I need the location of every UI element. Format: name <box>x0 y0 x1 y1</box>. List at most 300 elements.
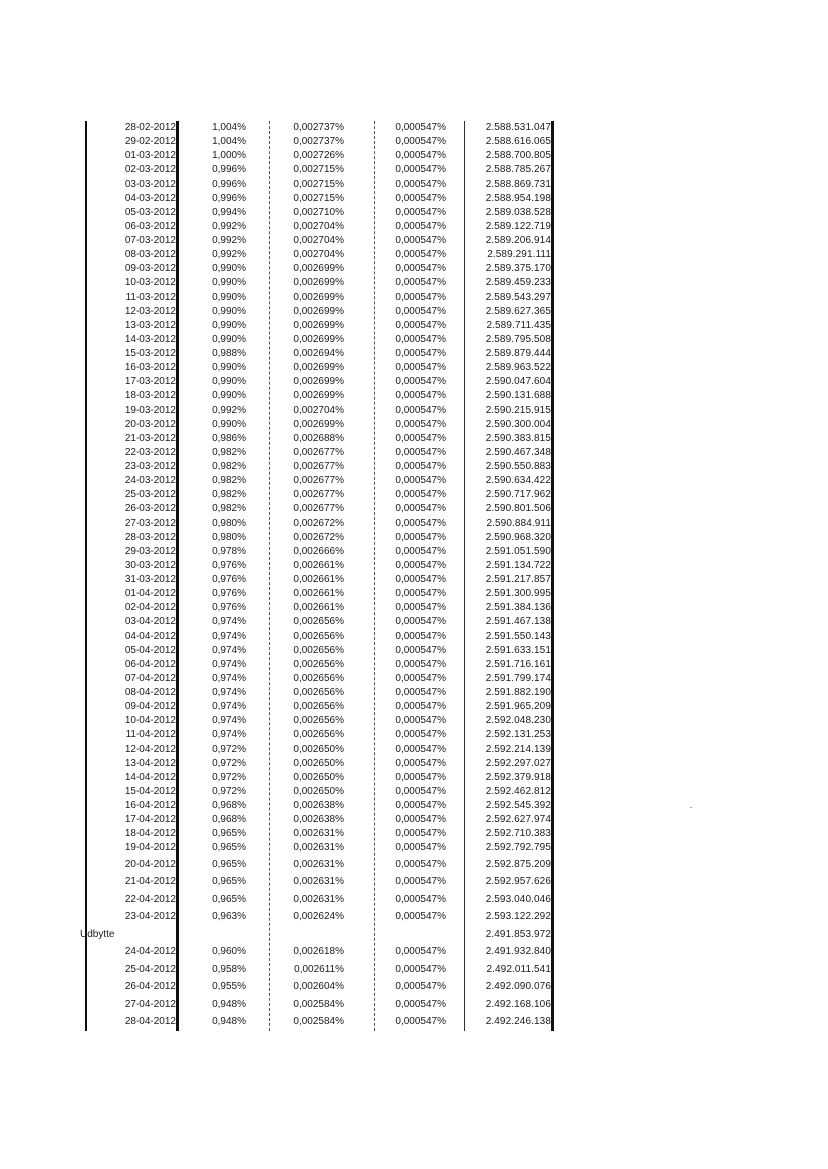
date-cell: 05-04-2012 <box>124 644 176 656</box>
date-cell: 09-04-2012 <box>124 701 176 713</box>
daily-rate-cell: 0,002704% <box>293 249 344 261</box>
table-row <box>80 319 560 333</box>
fee-cell: 0,000547% <box>395 390 446 402</box>
value-cell: 2.589.375.170 <box>485 263 551 275</box>
daily-rate-cell: 0,002650% <box>293 743 344 755</box>
fee-cell: 0,000547% <box>395 489 446 501</box>
fee-cell: 0,000547% <box>395 602 446 614</box>
table-row <box>80 220 560 234</box>
rate-cell: 0,990% <box>212 418 246 430</box>
rate-cell: 0,955% <box>212 981 246 992</box>
table-row <box>80 291 560 305</box>
value-cell: 2.591.799.174 <box>485 672 551 684</box>
date-cell: 19-04-2012 <box>124 842 176 854</box>
table-row <box>80 276 560 290</box>
date-cell: 12-04-2012 <box>124 743 176 755</box>
fee-cell: 0,000547% <box>395 446 446 458</box>
table-row <box>80 460 560 474</box>
rate-cell: 0,982% <box>212 503 246 515</box>
table-row <box>80 1013 560 1031</box>
date-cell: 21-04-2012 <box>124 876 176 887</box>
fee-cell: 0,000547% <box>395 136 446 148</box>
fee-cell: 0,000547% <box>395 503 446 515</box>
daily-rate-cell: 0,002656% <box>293 701 344 713</box>
daily-rate-cell: 0,002677% <box>293 461 344 472</box>
daily-rate-cell: 0,002656% <box>293 687 344 698</box>
rate-cell: 0,974% <box>212 658 246 670</box>
fee-cell: 0,000547% <box>395 771 446 783</box>
daily-rate-cell: 0,002656% <box>293 715 344 727</box>
rate-cell: 0,972% <box>212 785 246 797</box>
date-cell: 15-03-2012 <box>124 348 176 359</box>
table-row <box>80 149 560 163</box>
daily-rate-cell: 0,002631% <box>293 828 344 840</box>
table-row <box>80 700 560 714</box>
daily-rate-cell: 0,002661% <box>293 588 344 600</box>
rate-cell: 0,990% <box>212 390 246 402</box>
daily-rate-cell: 0,002715% <box>293 192 344 204</box>
fee-cell: 0,000547% <box>395 588 446 600</box>
table-row <box>80 517 560 531</box>
value-cell: 2.591.467.138 <box>485 616 551 628</box>
rate-cell: 0,992% <box>212 220 246 232</box>
fee-cell: 0,000547% <box>395 672 446 684</box>
table-row <box>80 178 560 192</box>
rate-cell: 0,965% <box>212 828 246 840</box>
date-cell: 16-04-2012 <box>124 800 176 811</box>
daily-rate-cell: 0,002710% <box>293 206 344 218</box>
value-cell: 2.590.801.506 <box>485 503 551 515</box>
rate-cell: 0,976% <box>212 574 246 585</box>
date-cell: 28-03-2012 <box>124 531 176 543</box>
value-cell: 2.591.051.590 <box>485 545 551 557</box>
date-cell: 25-04-2012 <box>124 963 176 975</box>
value-cell: 2.590.300.004 <box>485 418 551 430</box>
table-row <box>80 163 560 177</box>
fee-cell: 0,000547% <box>395 814 446 826</box>
fee-cell: 0,000547% <box>395 164 446 176</box>
date-cell: 29-02-2012 <box>124 136 176 148</box>
daily-rate-cell: 0,002699% <box>293 291 344 303</box>
table-row <box>80 644 560 658</box>
ledger-table <box>80 121 560 1031</box>
daily-rate-cell: 0,002704% <box>293 220 344 232</box>
fee-cell: 0,000547% <box>395 545 446 557</box>
value-cell: 2.589.543.297 <box>485 291 551 303</box>
table-row <box>80 474 560 488</box>
date-cell: 13-04-2012 <box>124 757 176 769</box>
date-cell: 29-03-2012 <box>124 545 176 557</box>
daily-rate-cell: 0,002737% <box>293 122 344 133</box>
fee-cell: 0,000547% <box>395 348 446 359</box>
value-cell: 2.492.011.541 <box>486 963 551 975</box>
fee-cell: 0,000547% <box>395 876 446 887</box>
daily-rate-cell: 0,002618% <box>293 946 344 957</box>
value-cell: 2.588.700.805 <box>485 150 551 162</box>
rate-cell: 0,990% <box>212 277 246 289</box>
rate-cell: 0,974% <box>212 672 246 684</box>
value-cell: 2.590.215.915 <box>485 404 551 416</box>
rate-cell: 0,992% <box>212 235 246 246</box>
daily-rate-cell: 0,002672% <box>293 517 344 529</box>
fee-cell: 0,000547% <box>395 658 446 670</box>
value-cell: 2.590.383.815 <box>485 432 551 444</box>
fee-cell: 0,000547% <box>395 461 446 472</box>
date-cell: 27-04-2012 <box>124 998 176 1010</box>
date-cell: 10-04-2012 <box>124 715 176 727</box>
date-cell: 20-03-2012 <box>124 418 176 430</box>
rate-cell: 0,996% <box>212 164 246 176</box>
daily-rate-cell: 0,002704% <box>293 404 344 416</box>
fee-cell: 0,000547% <box>395 517 446 529</box>
fee-cell: 0,000547% <box>395 893 446 905</box>
rate-cell: 0,982% <box>212 461 246 472</box>
value-cell: 2.592.545.392 <box>485 800 551 811</box>
fee-cell: 0,000547% <box>395 178 446 190</box>
fee-cell: 0,000547% <box>395 122 446 133</box>
date-cell: 02-03-2012 <box>124 164 176 176</box>
rate-cell: 0,972% <box>212 771 246 783</box>
fee-cell: 0,000547% <box>395 981 446 992</box>
row-label: Udbytte <box>80 928 115 940</box>
rate-cell: 0,976% <box>212 602 246 614</box>
fee-cell: 0,000547% <box>395 432 446 444</box>
value-cell: 2.491.932.840 <box>485 946 551 957</box>
rate-cell: 0,972% <box>212 743 246 755</box>
date-cell: 31-03-2012 <box>124 574 176 585</box>
fee-cell: 0,000547% <box>395 220 446 232</box>
date-cell: 05-03-2012 <box>124 206 176 218</box>
rate-cell: 0,974% <box>212 630 246 642</box>
fee-cell: 0,000547% <box>395 963 446 975</box>
date-cell: 03-04-2012 <box>124 616 176 628</box>
rate-cell: 0,965% <box>212 842 246 854</box>
daily-rate-cell: 0,002677% <box>293 475 344 487</box>
value-cell: 2.590.550.883 <box>485 461 551 472</box>
value-cell: 2.589.711.435 <box>486 319 551 331</box>
value-cell: 2.591.134.722 <box>485 559 551 571</box>
daily-rate-cell: 0,002650% <box>293 757 344 769</box>
table-body <box>80 121 560 1031</box>
fee-cell: 0,000547% <box>395 616 446 628</box>
table-row <box>80 827 560 841</box>
fee-cell: 0,000547% <box>395 319 446 331</box>
fee-cell: 0,000547% <box>395 828 446 840</box>
daily-rate-cell: 0,002661% <box>293 559 344 571</box>
fee-cell: 0,000547% <box>395 946 446 957</box>
value-cell: 2.589.459.233 <box>485 277 551 289</box>
date-cell: 07-04-2012 <box>124 672 176 684</box>
rate-cell: 1,000% <box>212 150 246 162</box>
fee-cell: 0,000547% <box>395 687 446 698</box>
daily-rate-cell: 0,002604% <box>293 981 344 992</box>
daily-rate-cell: 0,002650% <box>293 771 344 783</box>
table-row <box>80 601 560 615</box>
table-row <box>80 573 560 587</box>
rate-cell: 0,994% <box>212 206 246 218</box>
table-row <box>80 375 560 389</box>
fee-cell: 0,000547% <box>395 701 446 713</box>
rate-cell: 0,974% <box>212 729 246 741</box>
table-row <box>80 347 560 361</box>
fee-cell: 0,000547% <box>395 150 446 162</box>
table-row <box>80 686 560 700</box>
daily-rate-cell: 0,002699% <box>293 376 344 388</box>
table-row <box>80 891 560 909</box>
date-cell: 24-03-2012 <box>124 475 176 487</box>
value-cell: 2.588.531.047 <box>485 122 551 133</box>
daily-rate-cell: 0,002656% <box>293 729 344 741</box>
table-row <box>80 672 560 686</box>
daily-rate-cell: 0,002638% <box>293 800 344 811</box>
table-row <box>80 714 560 728</box>
scan-speck <box>690 807 692 808</box>
date-cell: 17-04-2012 <box>124 814 176 826</box>
fee-cell: 0,000547% <box>395 305 446 317</box>
daily-rate-cell: 0,002650% <box>293 785 344 797</box>
subtotal-row <box>80 926 560 944</box>
rate-cell: 1,004% <box>212 122 246 133</box>
table-row <box>80 841 560 855</box>
table-row <box>80 262 560 276</box>
rate-cell: 0,990% <box>212 362 246 374</box>
date-cell: 18-04-2012 <box>124 828 176 840</box>
value-cell: 2.591.716.161 <box>485 658 551 670</box>
rate-cell: 0,948% <box>212 998 246 1010</box>
table-row <box>80 630 560 644</box>
daily-rate-cell: 0,002699% <box>293 305 344 317</box>
value-cell: 2.592.792.795 <box>485 842 551 854</box>
rate-cell: 0,963% <box>212 911 246 922</box>
date-cell: 28-04-2012 <box>124 1016 176 1027</box>
date-cell: 15-04-2012 <box>124 785 176 797</box>
date-cell: 09-03-2012 <box>124 263 176 275</box>
table-row <box>80 743 560 757</box>
table-row <box>80 121 560 135</box>
fee-cell: 0,000547% <box>395 277 446 289</box>
rate-cell: 0,958% <box>212 963 246 975</box>
daily-rate-cell: 0,002661% <box>293 574 344 585</box>
date-cell: 26-04-2012 <box>124 981 176 992</box>
fee-cell: 0,000547% <box>395 1016 446 1027</box>
table-row <box>80 248 560 262</box>
daily-rate-cell: 0,002656% <box>293 672 344 684</box>
value-cell: 2.492.168.106 <box>485 998 551 1010</box>
date-cell: 27-03-2012 <box>124 517 176 529</box>
rate-cell: 0,976% <box>212 588 246 600</box>
value-cell: 2.592.048.230 <box>485 715 551 727</box>
value-cell: 2.592.462.812 <box>485 785 551 797</box>
date-cell: 14-04-2012 <box>124 771 176 783</box>
date-cell: 01-04-2012 <box>124 588 176 600</box>
fee-cell: 0,000547% <box>395 757 446 769</box>
rate-cell: 0,974% <box>212 701 246 713</box>
value-cell: 2.590.884.911 <box>486 517 551 529</box>
table-row <box>80 615 560 629</box>
table-row <box>80 531 560 545</box>
rate-cell: 0,990% <box>212 263 246 275</box>
fee-cell: 0,000547% <box>395 418 446 430</box>
daily-rate-cell: 0,002631% <box>293 893 344 905</box>
rate-cell: 1,004% <box>212 136 246 148</box>
value-cell: 2.592.379.918 <box>485 771 551 783</box>
table-row <box>80 978 560 996</box>
rate-cell: 0,996% <box>212 178 246 190</box>
fee-cell: 0,000547% <box>395 362 446 374</box>
fee-cell: 0,000547% <box>395 192 446 204</box>
fee-cell: 0,000547% <box>395 800 446 811</box>
rate-cell: 0,974% <box>212 715 246 727</box>
date-cell: 19-03-2012 <box>124 404 176 416</box>
table-row <box>80 961 560 979</box>
daily-rate-cell: 0,002699% <box>293 319 344 331</box>
date-cell: 23-03-2012 <box>124 461 176 472</box>
table-row <box>80 361 560 375</box>
value-cell: 2.591.217.857 <box>485 574 551 585</box>
daily-rate-cell: 0,002699% <box>293 263 344 275</box>
fee-cell: 0,000547% <box>395 531 446 543</box>
rate-cell: 0,992% <box>212 404 246 416</box>
date-cell: 28-02-2012 <box>124 122 176 133</box>
table-row <box>80 206 560 220</box>
value-cell: 2.590.634.422 <box>485 475 551 487</box>
date-cell: 10-03-2012 <box>124 277 176 289</box>
fee-cell: 0,000547% <box>395 376 446 388</box>
rate-cell: 0,978% <box>212 545 246 557</box>
value-cell: 2.589.879.444 <box>485 348 551 359</box>
daily-rate-cell: 0,002631% <box>293 876 344 887</box>
value-cell: 2.590.047.604 <box>485 376 551 388</box>
date-cell: 04-03-2012 <box>124 192 176 204</box>
table-row <box>80 234 560 248</box>
value-cell: 2.590.131.688 <box>485 390 551 402</box>
daily-rate-cell: 0,002584% <box>293 1016 344 1027</box>
daily-rate-cell: 0,002715% <box>293 164 344 176</box>
rate-cell: 0,990% <box>212 376 246 388</box>
daily-rate-cell: 0,002699% <box>293 390 344 402</box>
daily-rate-cell: 0,002699% <box>293 277 344 289</box>
table-row <box>80 728 560 742</box>
fee-cell: 0,000547% <box>395 206 446 218</box>
date-cell: 06-04-2012 <box>124 658 176 670</box>
table-row <box>80 192 560 206</box>
rate-cell: 0,990% <box>212 319 246 331</box>
fee-cell: 0,000547% <box>395 911 446 922</box>
date-cell: 21-03-2012 <box>124 432 176 444</box>
rate-cell: 0,965% <box>212 893 246 905</box>
value-cell: 2.592.297.027 <box>485 757 551 769</box>
value-cell: 2.589.038.528 <box>485 206 551 218</box>
date-cell: 14-03-2012 <box>124 333 176 345</box>
daily-rate-cell: 0,002631% <box>293 842 344 854</box>
fee-cell: 0,000547% <box>395 842 446 854</box>
daily-rate-cell: 0,002661% <box>293 602 344 614</box>
table-row <box>80 908 560 926</box>
rate-cell: 0,965% <box>212 858 246 870</box>
value-cell: 2.591.882.190 <box>485 687 551 698</box>
fee-cell: 0,000547% <box>395 475 446 487</box>
table-row <box>80 389 560 403</box>
date-cell: 07-03-2012 <box>124 235 176 246</box>
date-cell: 17-03-2012 <box>124 376 176 388</box>
value-cell: 2.592.957.626 <box>485 876 551 887</box>
value-cell: 2.590.467.348 <box>485 446 551 458</box>
value-cell: 2.591.550.143 <box>485 630 551 642</box>
value-cell: 2.589.206.914 <box>485 235 551 246</box>
value-cell: 2.590.717.962 <box>485 489 551 501</box>
value-cell: 2.592.875.209 <box>485 858 551 870</box>
value-cell: 2.591.633.151 <box>485 644 551 656</box>
fee-cell: 0,000547% <box>395 235 446 246</box>
date-cell: 02-04-2012 <box>124 602 176 614</box>
table-row <box>80 418 560 432</box>
date-cell: 03-03-2012 <box>124 178 176 190</box>
table-row <box>80 446 560 460</box>
rate-cell: 0,982% <box>212 475 246 487</box>
rate-cell: 0,968% <box>212 800 246 811</box>
rate-cell: 0,992% <box>212 249 246 261</box>
value-cell: 2.593.122.292 <box>485 911 551 922</box>
rate-cell: 0,965% <box>212 876 246 887</box>
daily-rate-cell: 0,002688% <box>293 432 344 444</box>
date-cell: 04-04-2012 <box>124 630 176 642</box>
value-cell: 2.588.785.267 <box>485 164 551 176</box>
daily-rate-cell: 0,002656% <box>293 630 344 642</box>
value-cell: 2.591.300.995 <box>485 588 551 600</box>
date-cell: 24-04-2012 <box>124 946 176 957</box>
fee-cell: 0,000547% <box>395 743 446 755</box>
daily-rate-cell: 0,002726% <box>293 150 344 162</box>
rate-cell: 0,990% <box>212 305 246 317</box>
date-cell: 01-03-2012 <box>124 150 176 162</box>
fee-cell: 0,000547% <box>395 574 446 585</box>
rate-cell: 0,982% <box>212 446 246 458</box>
daily-rate-cell: 0,002584% <box>293 998 344 1010</box>
date-cell: 12-03-2012 <box>124 305 176 317</box>
date-cell: 06-03-2012 <box>124 220 176 232</box>
rate-cell: 0,968% <box>212 814 246 826</box>
daily-rate-cell: 0,002699% <box>293 362 344 374</box>
table-row <box>80 488 560 502</box>
date-cell: 08-04-2012 <box>124 687 176 698</box>
date-cell: 20-04-2012 <box>124 858 176 870</box>
table-row <box>80 658 560 672</box>
rate-cell: 0,972% <box>212 757 246 769</box>
table-row <box>80 799 560 813</box>
daily-rate-cell: 0,002656% <box>293 644 344 656</box>
table-row <box>80 785 560 799</box>
date-cell: 22-04-2012 <box>124 893 176 905</box>
fee-cell: 0,000547% <box>395 644 446 656</box>
daily-rate-cell: 0,002624% <box>293 911 344 922</box>
daily-rate-cell: 0,002694% <box>293 348 344 359</box>
table-row <box>80 333 560 347</box>
date-cell: 18-03-2012 <box>124 390 176 402</box>
daily-rate-cell: 0,002715% <box>293 178 344 190</box>
rate-cell: 0,974% <box>212 687 246 698</box>
value-cell: 2.592.710.383 <box>485 828 551 840</box>
value-cell: 2.492.246.138 <box>485 1016 551 1027</box>
value-cell: 2.589.963.522 <box>485 362 551 374</box>
daily-rate-cell: 0,002656% <box>293 658 344 670</box>
rate-cell: 0,974% <box>212 616 246 628</box>
value-cell: 2.588.869.731 <box>485 178 551 190</box>
rate-cell: 0,980% <box>212 517 246 529</box>
rate-cell: 0,988% <box>212 348 246 359</box>
rate-cell: 0,990% <box>212 333 246 345</box>
daily-rate-cell: 0,002699% <box>293 333 344 345</box>
date-cell: 11-03-2012 <box>125 291 176 303</box>
